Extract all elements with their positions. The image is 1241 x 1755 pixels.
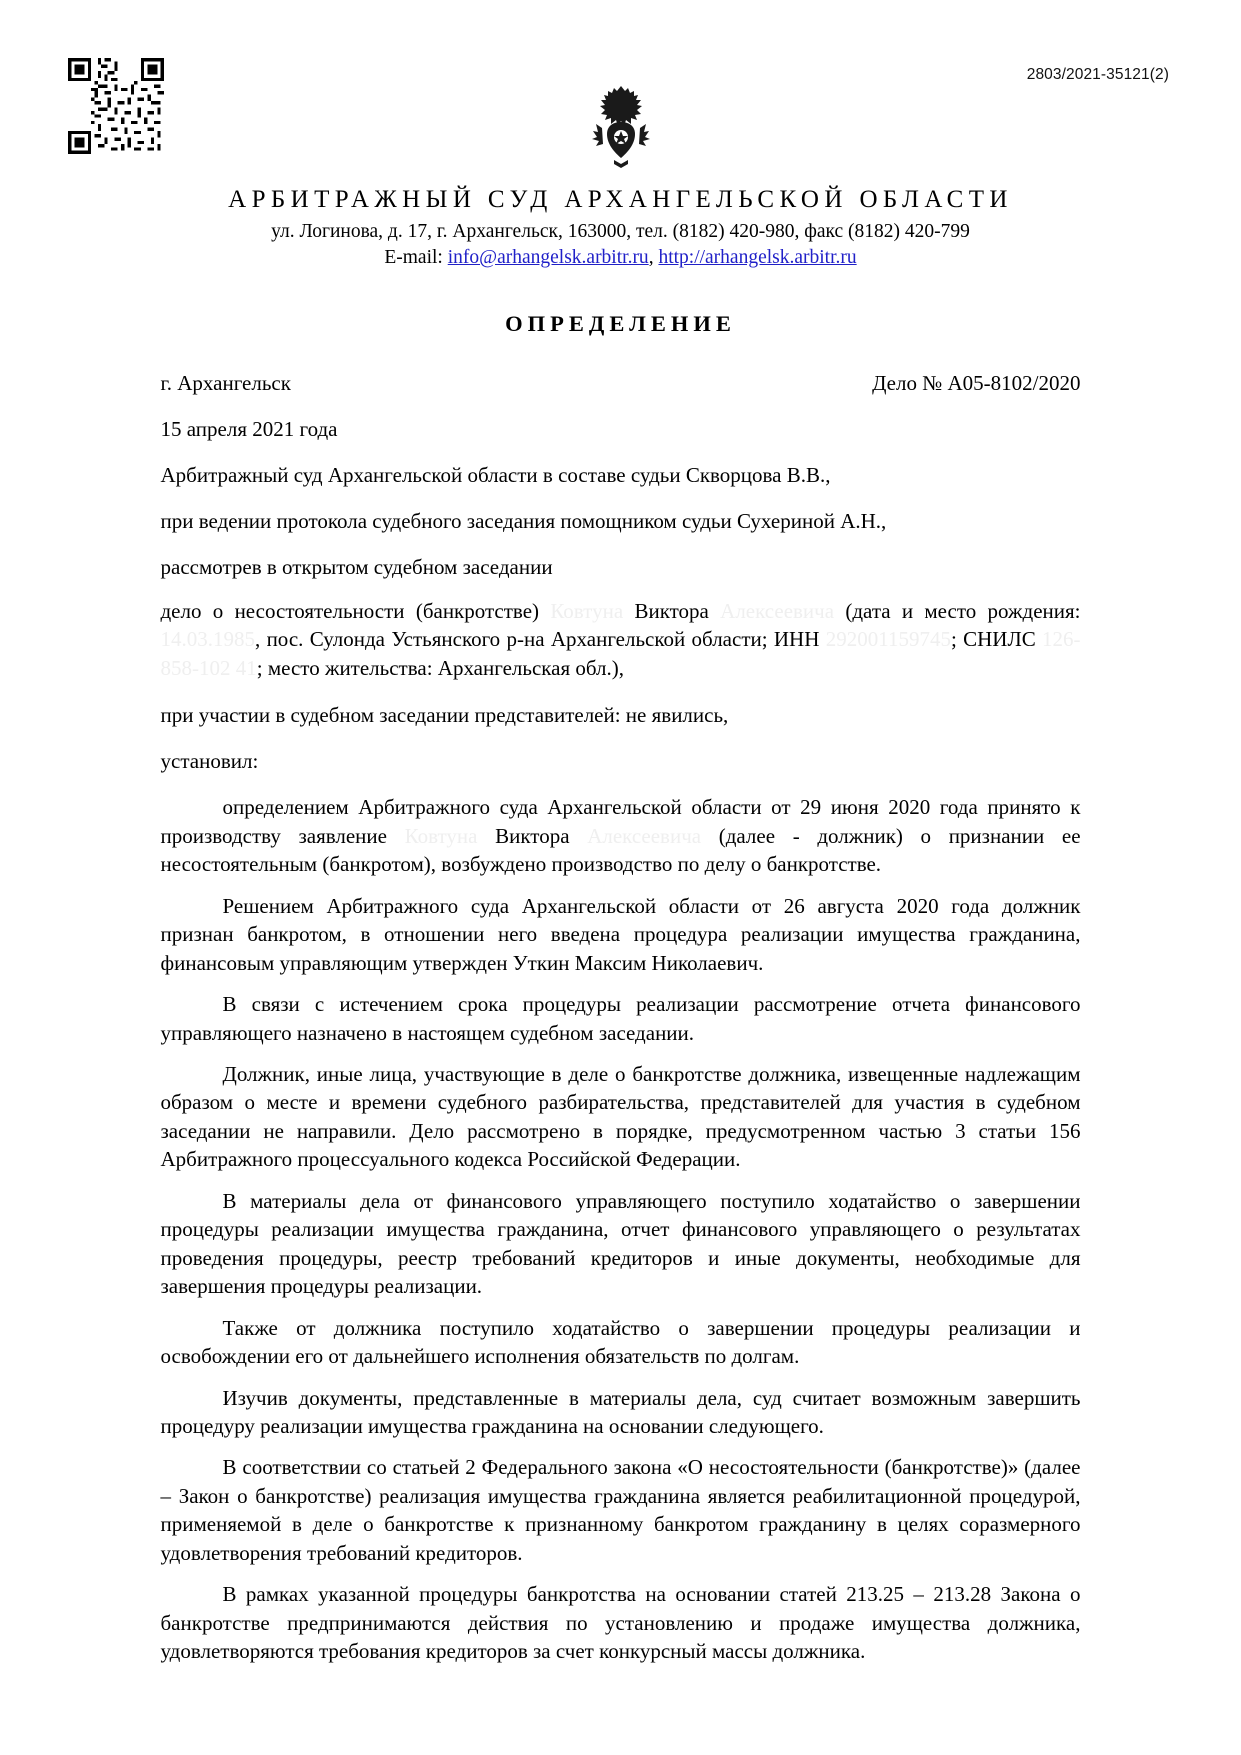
redacted-debtor-patronymic: Алексеевича [720, 599, 835, 623]
court-contacts [0, 247, 1241, 269]
hearing-type: рассмотрев в открытом судебном заседании [160, 555, 553, 579]
case-subject-paragraph [161, 597, 1081, 682]
contacts-separator: , [648, 247, 654, 268]
participants-line: при участии в судебном заседании представителей: не явились, [160, 703, 729, 728]
case-intro-part5: ; место жительства: Архангельская обл.), [256, 655, 625, 680]
coat-of-arms-emblem [584, 82, 658, 168]
document-reference-number: 2803/2021-35121(2) [1026, 66, 1169, 83]
debtor-first-name: Виктора [634, 599, 709, 623]
case-intro-part4: ; СНИЛС [950, 627, 1036, 652]
redacted-snils: 126-858-102 41 [160, 627, 1081, 680]
email-label: E-mail: [384, 247, 443, 268]
decision-date: 15 апреля 2021 года [160, 417, 338, 441]
paragraph-article-2: В соответствии со статьей 2 Федерального закона «О несостоятельности (банкротстве)» (далее – Закон о банкротстве) реализация имущества гражданина является реабилитационной процедурой, применяемой в деле о банкротстве к признанному банкротом гражданину в целях соразмерного удовлетворения требований кредиторов. [160, 1455, 1081, 1565]
document-body [161, 337, 1081, 1666]
city-and-case-row [161, 371, 1081, 396]
court-letterhead [0, 186, 1241, 269]
protocol-secretary: при ведении протокола судебного заседания помощником судьи Сухериной А.Н., [160, 509, 887, 533]
case-number: Дело № А05-8102/2020 [872, 371, 1081, 395]
redacted-birth-date: 14.03.1985 [160, 627, 255, 652]
redacted-applicant-patronymic: Алексеевича [587, 823, 702, 848]
document-header-band [0, 0, 1241, 180]
redacted-applicant-surname: Ковтуна [404, 823, 478, 848]
redacted-debtor-surname: Ковтуна [550, 599, 624, 623]
case-intro-part3: , пос. Сулонда Устьянского р-на Архангельской области; ИНН [255, 627, 820, 652]
case-intro-part2: (дата и место рождения: [845, 599, 1081, 623]
paragraph-articles-213: В рамках указанной процедуры банкротства на основании статей 213.25 – 213.28 Закона о банкротстве предпринимаются действия по установлению и продаже имущества должника, удовлетворяются требования кредиторов за счет конкурсный массы должника. [160, 1582, 1081, 1664]
case-intro-part1: дело о несостоятельности (банкротстве) [160, 599, 540, 623]
paragraph-conclusion: Изучив документы, представленные в материалы дела, суд считает возможным завершить процедуру реализации имущества гражданина на основании следующего. [160, 1385, 1081, 1438]
qr-code-icon [68, 58, 164, 154]
applicant-first-name: Виктора [495, 823, 570, 848]
redacted-inn: 292001159745 [825, 627, 951, 652]
website-link[interactable]: http://arhangelsk.arbitr.ru [658, 247, 857, 268]
acceptance-prefix: определением Арбитражного суда Архангельской области от 29 июня 2020 года принято к производству заявление [160, 795, 1081, 848]
court-name: АРБИТРАЖНЫЙ СУД АРХАНГЕЛЬСКОЙ ОБЛАСТИ [228, 186, 1013, 213]
document-title: ОПРЕДЕЛЕНИЕ [505, 311, 736, 336]
paragraph-debtor-petition: Также от должника поступило ходатайство о завершении процедуры реализации и освобождении его от дальнейшего исполнения обязательств по долгам. [160, 1315, 1081, 1369]
acceptance-suffix: (далее - должник) о признании ее несостоятельным (банкротом), возбуждено производство по делу о банкротстве. [160, 823, 1081, 877]
established-label: установил: [160, 749, 259, 774]
paragraph-notification: Должник, иные лица, участвующие в деле о банкротстве должника, извещенные надлежащим образом о месте и времени судебного разбирательства, представителей для участия в судебном заседании не направили. Дело рассмотрено в порядке, предусмотренном частью 3 статьи 156 Арбитражного процессуального кодекса Российской Федерации. [160, 1061, 1081, 1172]
paragraph-petition: В материалы дела от финансового управляющего поступило ходатайство о завершении процедуры реализации имущества гражданина, отчет финансового управляющего о результатах проведения процедуры, реестр требований кредиторов и иные документы, необходимые для завершения процедуры реализации. [160, 1188, 1081, 1299]
email-link[interactable]: info@arhangelsk.arbitr.ru [447, 247, 649, 268]
court-address: ул. Логинова, д. 17, г. Архангельск, 163000, тел. (8182) 420-980, факс (8182) 420-799 [271, 221, 970, 242]
city-label: г. Архангельск [160, 371, 291, 395]
court-composition: Арбитражный суд Архангельской области в составе судьи Скворцова В.В., [160, 463, 831, 487]
paragraph-term-expiry: В связи с истечением срока процедуры реализации рассмотрение отчета финансового управляющего назначено в настоящем судебном заседании. [160, 992, 1081, 1045]
paragraph-decision: Решением Арбитражного суда Архангельской области от 26 августа 2020 года должник признан банкротом, в отношении него введена процедура реализации имущества гражданина, финансовым управляющим утвержден Уткин Максим Николаевич. [160, 893, 1081, 975]
paragraph-acceptance [161, 793, 1081, 878]
